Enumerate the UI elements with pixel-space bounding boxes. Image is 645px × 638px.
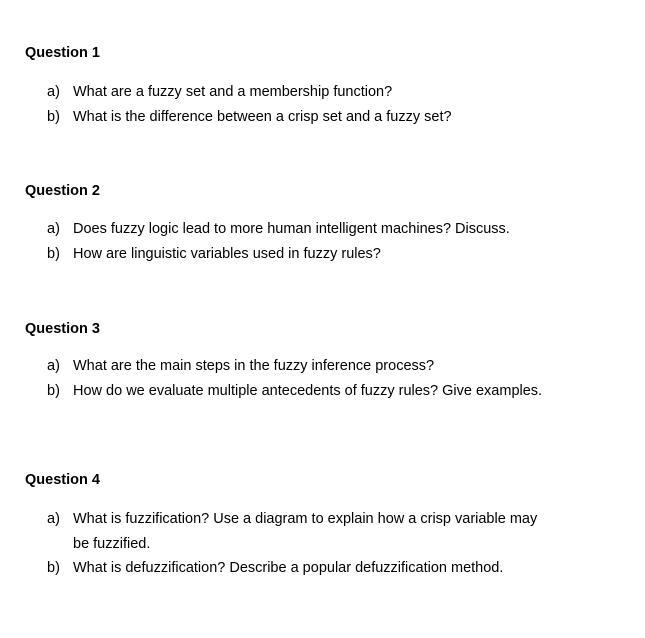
- question-1-heading: Question 1: [25, 45, 100, 61]
- question-2-item-a: [47, 220, 510, 238]
- item-text: What is fuzzification? Use a diagram to explain how a crisp variable may: [73, 511, 538, 527]
- item-text: Does fuzzy logic lead to more human intelligent machines? Discuss.: [73, 221, 510, 237]
- item-text: How are linguistic variables used in fuzzy rules?: [73, 246, 381, 262]
- question-1-item-a: [47, 83, 392, 101]
- item-text-continuation: be fuzzified.: [73, 536, 151, 552]
- item-marker: a): [47, 511, 60, 527]
- item-marker: b): [47, 109, 60, 125]
- item-text: How do we evaluate multiple antecedents of fuzzy rules? Give examples.: [73, 383, 543, 399]
- question-4-item-a: [47, 510, 617, 553]
- item-text: What is the difference between a crisp set and a fuzzy set?: [73, 109, 452, 125]
- question-4-heading: Question 4: [25, 472, 100, 488]
- item-text: What is defuzzification? Describe a popular defuzzification method.: [73, 560, 504, 576]
- question-2-item-b: [47, 245, 381, 263]
- item-marker: a): [47, 358, 60, 374]
- item-marker: a): [47, 221, 60, 237]
- question-3-item-a: [47, 357, 434, 375]
- item-marker: a): [47, 84, 60, 100]
- question-4-item-b: [47, 559, 503, 577]
- item-marker: b): [47, 383, 60, 399]
- item-text: What are the main steps in the fuzzy inference process?: [73, 358, 435, 374]
- question-3-item-b: [47, 382, 542, 400]
- item-text: What are a fuzzy set and a membership function?: [73, 84, 393, 100]
- question-3-heading: Question 3: [25, 321, 100, 337]
- item-marker: b): [47, 246, 60, 262]
- question-1-item-b: [47, 108, 452, 126]
- item-marker: b): [47, 560, 60, 576]
- question-2-heading: Question 2: [25, 183, 100, 199]
